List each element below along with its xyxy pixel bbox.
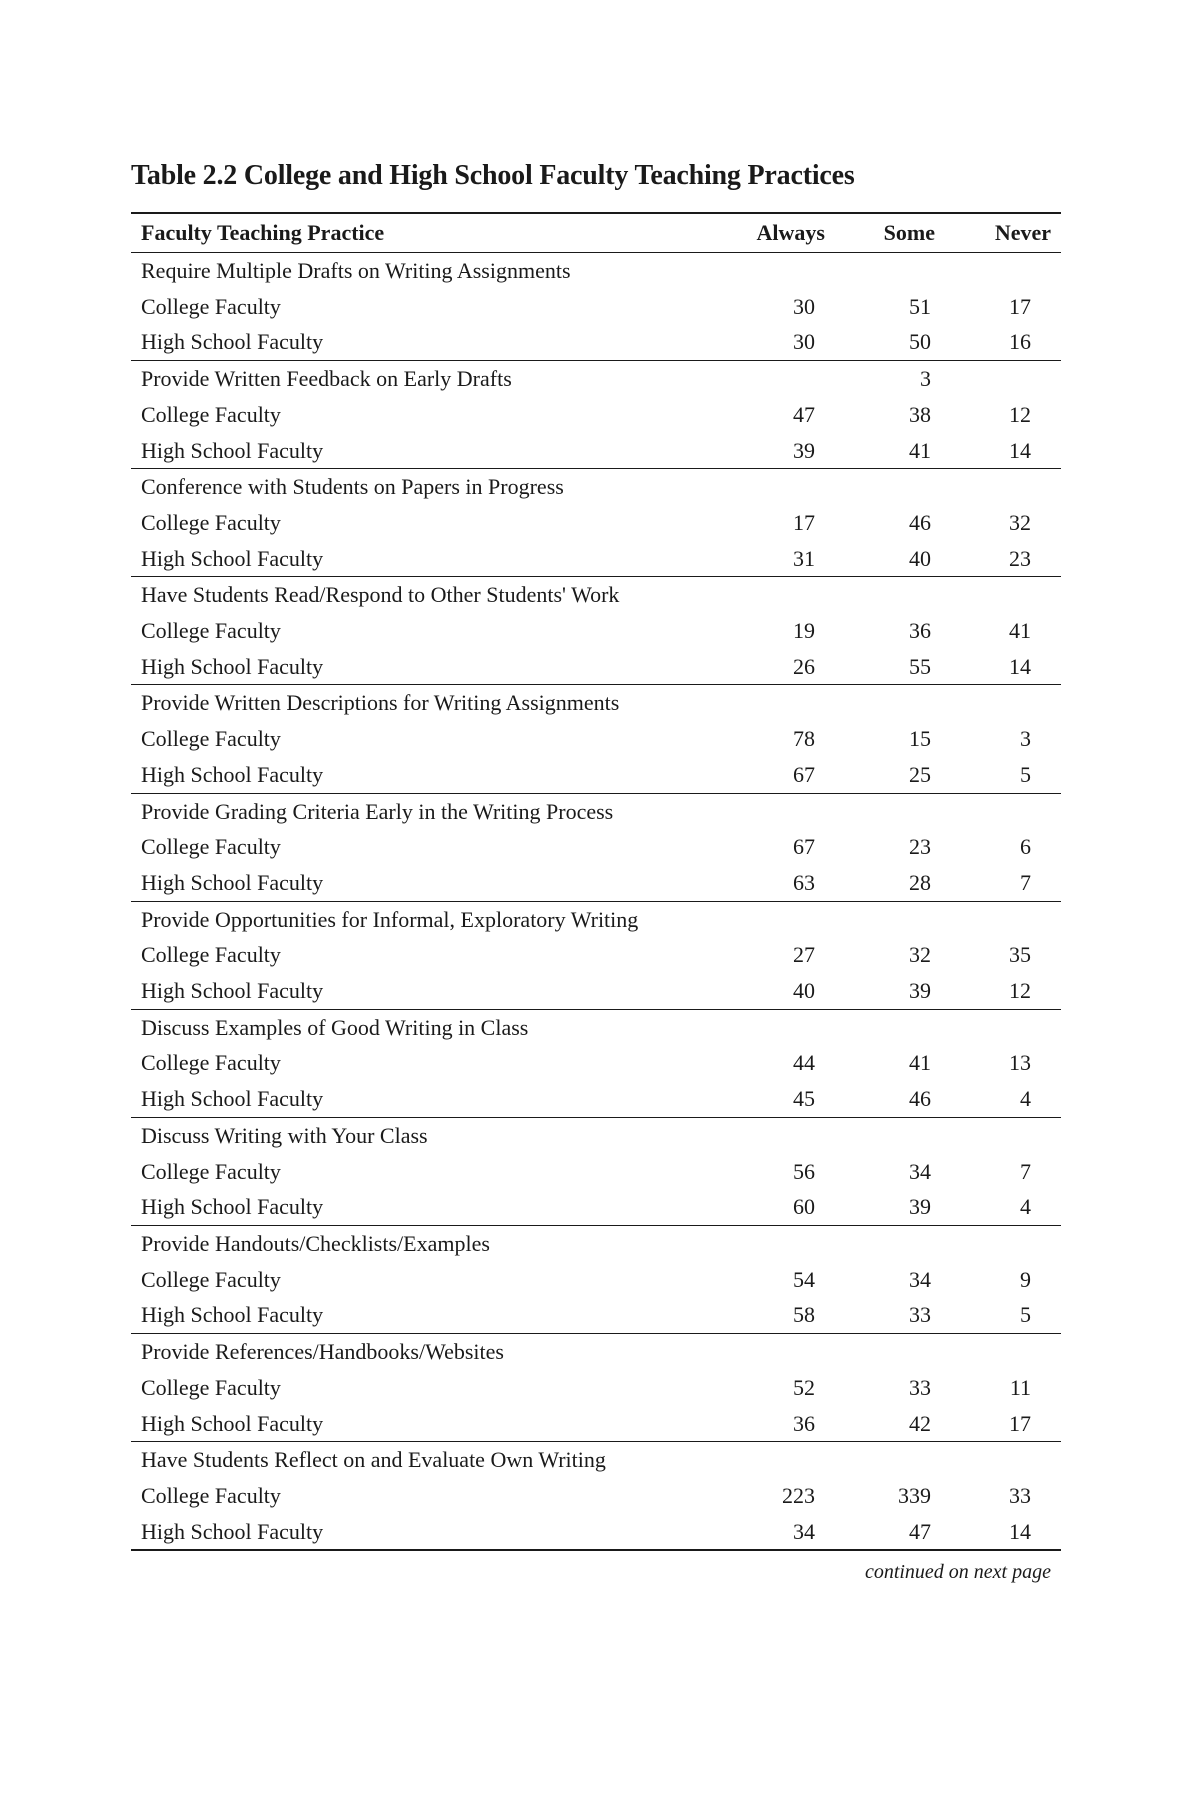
- always-value: 39: [793, 437, 815, 463]
- never-value: 11: [1009, 1374, 1031, 1400]
- always-value: 45: [793, 1086, 815, 1112]
- row-label: High School Faculty: [141, 329, 324, 355]
- group-heading-never-cell: [961, 1009, 1061, 1045]
- column-header-always: Always: [721, 213, 851, 253]
- row-label: High School Faculty: [141, 1410, 324, 1436]
- column-header-practice: Faculty Teaching Practice: [131, 213, 721, 253]
- group-heading-some-cell: [851, 1442, 961, 1478]
- some-value: 23: [909, 834, 931, 860]
- group-heading-row: [131, 1442, 1061, 1478]
- row-label: High School Faculty: [141, 653, 324, 679]
- row-label: College Faculty: [141, 1266, 281, 1292]
- always-value: 63: [793, 869, 815, 895]
- group-heading-some-cell: [851, 685, 961, 721]
- group-heading: Provide Written Descriptions for Writing Assignments: [131, 685, 721, 721]
- table-header-row: [131, 213, 1061, 253]
- group-heading: Discuss Writing with Your Class: [131, 1117, 721, 1153]
- row-label: College Faculty: [141, 1158, 281, 1184]
- table-row: [131, 829, 1061, 865]
- always-value: 67: [793, 761, 815, 787]
- table-row: [131, 649, 1061, 685]
- never-value: 35: [1009, 942, 1031, 968]
- some-value: 55: [909, 653, 931, 679]
- never-value: 3: [1020, 726, 1031, 752]
- always-value: 54: [793, 1266, 815, 1292]
- group-heading-row: [131, 793, 1061, 829]
- always-value: 30: [793, 329, 815, 355]
- table-row: [131, 289, 1061, 325]
- some-value: 34: [909, 1158, 931, 1184]
- group-heading-row: [131, 1225, 1061, 1261]
- table-row: [131, 721, 1061, 757]
- group-heading-always-cell: [721, 1334, 851, 1370]
- column-header-never: Never: [961, 213, 1061, 253]
- table-row: [131, 1406, 1061, 1442]
- row-label: High School Faculty: [141, 1086, 324, 1112]
- column-header-some: Some: [851, 213, 961, 253]
- row-label: College Faculty: [141, 401, 281, 427]
- never-value: 5: [1020, 761, 1031, 787]
- group-heading-never-cell: [961, 1117, 1061, 1153]
- table-row: [131, 1045, 1061, 1081]
- group-heading-row: [131, 685, 1061, 721]
- group-heading-always-cell: [721, 361, 851, 397]
- group-heading-some-cell: 3: [851, 361, 961, 397]
- group-heading-row: [131, 577, 1061, 613]
- group-heading: Discuss Examples of Good Writing in Class: [131, 1009, 721, 1045]
- always-value: 34: [793, 1518, 815, 1544]
- never-value: 17: [1009, 293, 1031, 319]
- table-row: [131, 1081, 1061, 1117]
- group-heading-never-cell: [961, 1442, 1061, 1478]
- table-row: [131, 324, 1061, 360]
- page: [131, 160, 1061, 1584]
- some-value: 46: [909, 509, 931, 535]
- row-label: High School Faculty: [141, 437, 324, 463]
- row-label: High School Faculty: [141, 761, 324, 787]
- row-label: College Faculty: [141, 509, 281, 535]
- table-row: [131, 1297, 1061, 1333]
- group-heading: Provide References/Handbooks/Websites: [131, 1334, 721, 1370]
- some-value: 339: [898, 1482, 931, 1508]
- group-heading-always-cell: [721, 901, 851, 937]
- group-heading-row: [131, 1009, 1061, 1045]
- some-value: 41: [909, 437, 931, 463]
- table-row: [131, 505, 1061, 541]
- some-value: 32: [909, 942, 931, 968]
- table-row: [131, 613, 1061, 649]
- table-row: [131, 1189, 1061, 1225]
- group-heading: Conference with Students on Papers in Progress: [131, 469, 721, 505]
- row-label: High School Faculty: [141, 978, 324, 1004]
- never-value: 12: [1009, 978, 1031, 1004]
- never-value: 33: [1009, 1482, 1031, 1508]
- group-heading: Provide Grading Criteria Early in the Writing Process: [131, 793, 721, 829]
- some-value: 33: [909, 1302, 931, 1328]
- always-value: 78: [793, 726, 815, 752]
- table-row: [131, 937, 1061, 973]
- table-row: [131, 1154, 1061, 1190]
- always-value: 36: [793, 1410, 815, 1436]
- group-heading: Have Students Read/Respond to Other Students' Work: [131, 577, 721, 613]
- row-label: High School Faculty: [141, 545, 324, 571]
- group-heading-always-cell: [721, 577, 851, 613]
- group-heading-always-cell: [721, 1442, 851, 1478]
- always-value: 52: [793, 1374, 815, 1400]
- never-value: 32: [1009, 509, 1031, 535]
- group-heading-some-cell: [851, 1009, 961, 1045]
- group-heading-always-cell: [721, 1225, 851, 1261]
- group-heading-always-cell: [721, 1117, 851, 1153]
- table-row: [131, 1370, 1061, 1406]
- table-row: [131, 973, 1061, 1009]
- group-heading-never-cell: [961, 1225, 1061, 1261]
- always-value: 44: [793, 1050, 815, 1076]
- continued-note: continued on next page: [864, 1561, 1051, 1584]
- some-value: 15: [909, 726, 931, 752]
- group-heading-always-cell: [721, 685, 851, 721]
- group-heading-some-cell: [851, 901, 961, 937]
- never-value: 4: [1020, 1086, 1031, 1112]
- never-value: 13: [1009, 1050, 1031, 1076]
- group-heading: Provide Handouts/Checklists/Examples: [131, 1225, 721, 1261]
- row-label: College Faculty: [141, 618, 281, 644]
- never-value: 16: [1009, 329, 1031, 355]
- group-heading-always-cell: [721, 469, 851, 505]
- never-value: 23: [1009, 545, 1031, 571]
- group-heading-some-cell: [851, 469, 961, 505]
- teaching-practices-table: [131, 212, 1061, 1551]
- never-value: 9: [1020, 1266, 1031, 1292]
- group-heading-never-cell: [961, 1334, 1061, 1370]
- table-title: Table 2.2 College and High School Faculty Teaching Practices: [131, 160, 855, 191]
- group-heading-row: [131, 253, 1061, 289]
- always-value: 60: [793, 1194, 815, 1220]
- group-heading-never-cell: [961, 685, 1061, 721]
- never-value: 7: [1020, 869, 1031, 895]
- always-value: 58: [793, 1302, 815, 1328]
- always-value: 27: [793, 942, 815, 968]
- row-label: High School Faculty: [141, 869, 324, 895]
- group-heading-row: [131, 361, 1061, 397]
- table-row: [131, 865, 1061, 901]
- some-value: 47: [909, 1518, 931, 1544]
- group-heading-some-cell: [851, 577, 961, 613]
- group-heading-row: [131, 901, 1061, 937]
- group-heading-row: [131, 1334, 1061, 1370]
- table-row: [131, 397, 1061, 433]
- some-value: 51: [909, 293, 931, 319]
- group-heading-some-cell: [851, 1225, 961, 1261]
- group-heading: Provide Opportunities for Informal, Exploratory Writing: [131, 901, 721, 937]
- group-heading: Provide Written Feedback on Early Drafts: [131, 361, 721, 397]
- never-value: 5: [1020, 1302, 1031, 1328]
- row-label: College Faculty: [141, 293, 281, 319]
- table-row: [131, 541, 1061, 577]
- group-heading-some-cell: [851, 253, 961, 289]
- table-row: [131, 1262, 1061, 1298]
- table-row: [131, 757, 1061, 793]
- never-value: 14: [1009, 653, 1031, 679]
- table-body: [131, 253, 1061, 1551]
- group-heading-some-cell: [851, 1117, 961, 1153]
- row-label: College Faculty: [141, 726, 281, 752]
- group-heading-never-cell: [961, 253, 1061, 289]
- group-heading-always-cell: [721, 793, 851, 829]
- always-value: 17: [793, 509, 815, 535]
- group-heading-never-cell: [961, 361, 1061, 397]
- some-value: 46: [909, 1086, 931, 1112]
- always-value: 26: [793, 653, 815, 679]
- group-heading-never-cell: [961, 577, 1061, 613]
- table-row: [131, 433, 1061, 469]
- row-label: College Faculty: [141, 1482, 281, 1508]
- row-label: High School Faculty: [141, 1194, 324, 1220]
- table-row: [131, 1478, 1061, 1514]
- never-value: 41: [1009, 618, 1031, 644]
- some-value: 39: [909, 978, 931, 1004]
- never-value: 17: [1009, 1410, 1031, 1436]
- row-label: High School Faculty: [141, 1518, 324, 1544]
- row-label: High School Faculty: [141, 1302, 324, 1328]
- always-value: 67: [793, 834, 815, 860]
- row-label: College Faculty: [141, 1374, 281, 1400]
- group-heading-never-cell: [961, 469, 1061, 505]
- never-value: 7: [1020, 1158, 1031, 1184]
- always-value: 47: [793, 401, 815, 427]
- never-value: 12: [1009, 401, 1031, 427]
- group-heading-row: [131, 469, 1061, 505]
- always-value: 223: [782, 1482, 815, 1508]
- group-heading-row: [131, 1117, 1061, 1153]
- row-label: College Faculty: [141, 942, 281, 968]
- group-heading-always-cell: [721, 253, 851, 289]
- always-value: 40: [793, 978, 815, 1004]
- row-label: College Faculty: [141, 834, 281, 860]
- some-value: 38: [909, 401, 931, 427]
- never-value: 4: [1020, 1194, 1031, 1220]
- some-value: 41: [909, 1050, 931, 1076]
- group-heading-some-cell: [851, 1334, 961, 1370]
- some-value: 33: [909, 1374, 931, 1400]
- some-value: 36: [909, 618, 931, 644]
- row-label: College Faculty: [141, 1050, 281, 1076]
- always-value: 30: [793, 293, 815, 319]
- some-value: 25: [909, 761, 931, 787]
- group-heading-always-cell: [721, 1009, 851, 1045]
- group-heading-some-cell: [851, 793, 961, 829]
- never-value: 14: [1009, 437, 1031, 463]
- some-value: 39: [909, 1194, 931, 1220]
- always-value: 19: [793, 618, 815, 644]
- group-heading: Have Students Reflect on and Evaluate Own Writing: [131, 1442, 721, 1478]
- table-row: [131, 1514, 1061, 1551]
- never-value: 6: [1020, 834, 1031, 860]
- group-heading-never-cell: [961, 901, 1061, 937]
- some-value: 40: [909, 545, 931, 571]
- group-heading: Require Multiple Drafts on Writing Assignments: [141, 258, 571, 283]
- some-value: 42: [909, 1410, 931, 1436]
- some-value: 34: [909, 1266, 931, 1292]
- some-value: 28: [909, 869, 931, 895]
- always-value: 56: [793, 1158, 815, 1184]
- always-value: 31: [793, 545, 815, 571]
- some-value: 50: [909, 329, 931, 355]
- never-value: 14: [1009, 1518, 1031, 1544]
- group-heading-never-cell: [961, 793, 1061, 829]
